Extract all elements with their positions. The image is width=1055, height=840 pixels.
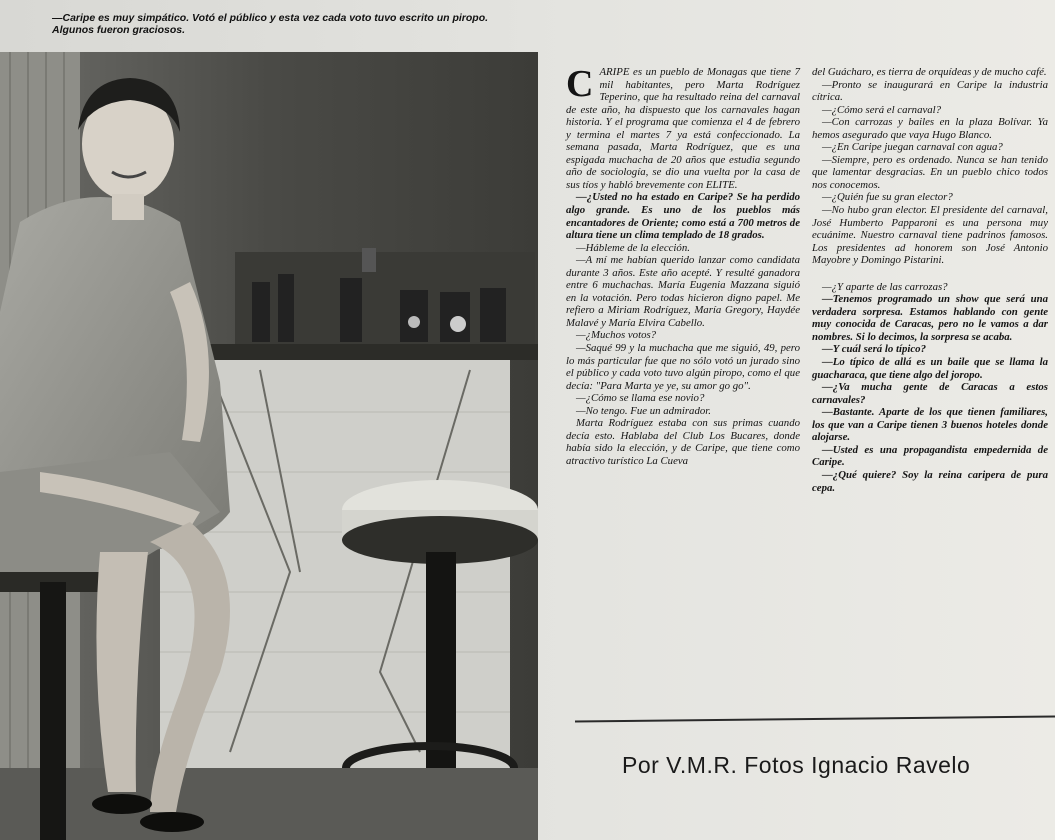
article-paragraph: —Bastante. Aparte de los que tienen familiares, los que van a Caripe tienen 3 buenos hoteles donde alojarse. <box>812 406 1048 444</box>
article-paragraph: —No tengo. Fue un admirador. <box>576 404 711 417</box>
article-paragraph: —Saqué 99 y la muchacha que me siguió, 49, pero lo más particular fue que no sólo votó un jurado sino el público y cada voto tuvo algún piropo, como el que decía: "Para Marta ye ye, su amor go go". <box>566 342 800 392</box>
divider-rule <box>575 715 1055 722</box>
article-paragraph: —Con carrozas y bailes en la plaza Bolívar. Ya hemos asegurado que vaya Hugo Blanco. <box>812 116 1048 141</box>
article-paragraph: —¿Cómo será el carnaval? <box>822 103 942 116</box>
photo-caption: —Caripe es muy simpático. Votó el público y esta vez cada voto tuvo escrito un piropo. Algunos fueron graciosos. <box>52 12 489 36</box>
byline: Por V.M.R. Fotos Ignacio Ravelo <box>622 752 971 778</box>
article-paragraph: —Pronto se inaugurará en Caripe la industria cítrica. <box>812 78 1048 104</box>
article-paragraph: —Tenemos programado un show que será una verdadera sorpresa. Estamos hablando con gente muy conocida de Caracas, pero no le vamos a dar nombres. Si lo decimos, la sorpresa se acaba. <box>812 293 1048 343</box>
article-paragraph: —Siempre, pero es ordenado. Nunca se han tenido que lamentar desgracias. En un pueblo chico todos nos conocemos. <box>812 153 1048 191</box>
article-paragraph: —Lo típico de allá es un baile que se llama la guacharaca, que tiene algo del joropo. <box>812 356 1048 381</box>
article-paragraph: —¿En Caripe juegan carnaval con agua? <box>822 141 1003 154</box>
article-paragraph: —Hábleme de la elección. <box>576 241 690 254</box>
article-paragraph: —No hubo gran elector. El presidente del carnaval, José Humberto Papparoni es una persona muy ecuánime. Nuestro carnaval tiene padrinos famosos. Los presidentes ad honorem son José Antonio Mayobre y Domingo Pistarini. <box>812 204 1048 267</box>
article-column-1 <box>566 63 800 468</box>
article-column-2 <box>812 66 1048 494</box>
article-paragraph: —Usted es una propagandista empedernida de Caripe. <box>812 443 1048 469</box>
article-paragraph: —¿Va mucha gente de Caracas a estos carnavales? <box>812 381 1048 406</box>
article-paragraph: —¿Cómo se llama ese novio? <box>576 392 705 405</box>
article-paragraph: CARIPE es un pueblo de Monagas que tiene 7 mil habitantes, pero Marta Rodríguez Teperino, que ha resultado reina del carnaval de este año, ha dispuesto que los carnavales hagan historia. Y el programa que comienza el 4 de febrero y termina el martes 7 ya está confeccionado. La semana pasada, Marta Rodríguez, que es una espigada muchacha de 20 años que estudia segundo año de sociología, se dio una vuelta por la casa de sus tíos y habló brevemente con ELITE. <box>566 63 800 191</box>
paragraph-gap <box>812 267 1048 281</box>
article-paragraph: —¿Quién fue su gran elector? <box>822 191 953 204</box>
article-paragraph: —A mí me habían querido lanzar como candidata durante 3 años. Este año acepté. Y resulté ganadora entre 6 muchachas. María Eugenia Mazzana siguió en la votación. Pero todas hicieron digno papel. Me refiero a Miriam Rodríguez, María Gregory, Haydée Malavé y María Elvira Cabello. <box>566 254 800 329</box>
article-paragraph: —¿Muchos votos? <box>576 329 657 342</box>
article-paragraph: —¿Usted no ha estado en Caripe? Se ha perdido algo grande. Es uno de los pueblos más encantadores de Oriente; como está a 700 metros de altura tiene un clima templado de 18 grados. <box>566 191 800 242</box>
article-paragraph: —Y cuál será lo típico? <box>822 343 926 356</box>
article-paragraph: Marta Rodríguez estaba con sus primas cuando decía esto. Hablaba del Club Los Bucares, donde había sido la elección, y de Caripe, que tiene como atractivo turístico La Cueva <box>566 417 800 467</box>
photo-illustration <box>0 52 538 840</box>
article-paragraph: —¿Qué quiere? Soy la reina caripera de pura cepa. <box>812 468 1048 494</box>
article-paragraph: —¿Y aparte de las carrozas? <box>822 280 948 293</box>
drop-cap: C <box>566 63 594 105</box>
article-photo <box>0 52 538 840</box>
article-paragraph: del Guácharo, es tierra de orquídeas y de mucho café. <box>812 66 1047 78</box>
